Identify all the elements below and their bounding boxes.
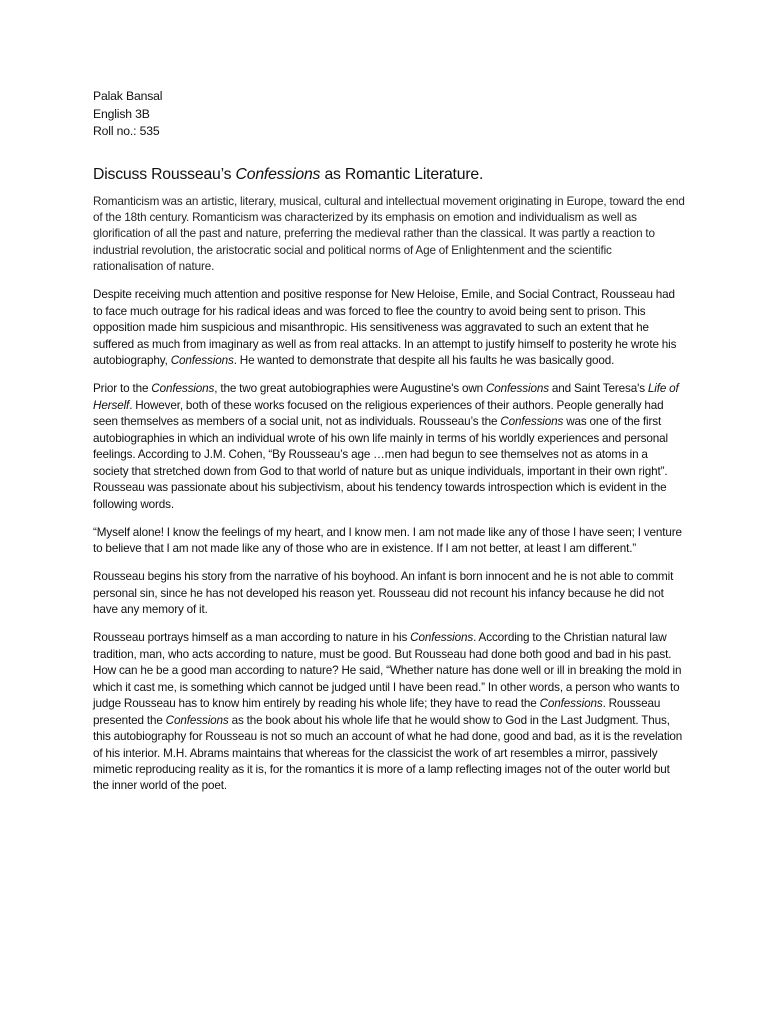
- p2-italic-b: Confessions: [170, 354, 234, 368]
- title-post: as Romantic Literature.: [320, 165, 484, 183]
- p3-italic-d: Confessions: [485, 382, 549, 396]
- title-work: Confessions: [235, 165, 321, 183]
- p6-italic-d: Confessions: [539, 697, 603, 711]
- course-name: English 3B: [93, 106, 150, 121]
- p3-text-g: . However, both of these works focused on the religious experiences of their authors. People generally had seen themselves as members of a social unit, not as individuals. Rousseau’s the: [93, 398, 664, 429]
- p3-text-e: and Saint Teresa's: [548, 382, 648, 396]
- title-pre: Discuss Rousseau’s: [93, 165, 236, 183]
- paragraph-5: Rousseau begins his story from the narrative of his boyhood. An infant is born innocent and he is not able to commit personal sin, since he has not developed his reason yet. Rousseau did not recount his infancy because he did not have any memory of it.: [93, 570, 674, 617]
- author-block: [93, 88, 685, 141]
- essay-title: [93, 165, 685, 185]
- p2-text-a: Despite receiving much attention and positive response for New Heloise, Emile, and Social Contract, Rousseau had to face much outrage for his radical ideas and was forced to flee the country to avoid being sent to prison. This opposition made him suspicious and misanthropic. His sensitiveness was aggravated to such an extent that he suffered as much from imaginary as well as from real attacks. In an attempt to justify himself to posterity he wrote his autobiography,: [93, 288, 677, 368]
- paragraph-2: [93, 287, 685, 369]
- p6-text-e: . Rousseau presented the: [93, 697, 661, 727]
- author-name: Palak Bansal: [93, 89, 163, 103]
- roll-number: Roll no.: 535: [93, 124, 160, 138]
- p3-text-a: Prior to the: [93, 382, 152, 396]
- p3-italic-h: Confessions: [500, 415, 564, 429]
- p3-italic-b: Confessions: [151, 382, 215, 396]
- p3-italic-f: Life of Herself: [93, 382, 679, 412]
- p3-text-i: was one of the first autobiographies in which an individual wrote of his own life mainly in terms of his worldly experiences and personal feelings. According to J.M. Cohen, “By Rousseau’s age …men had begun to see themselves not as atoms in a society that stretched down from God to that world of nature but as unique individuals, important in their own right”. Rousseau was passionate about his subjectivism, about his tendency towards introspection which is evident in the following words.: [93, 415, 668, 511]
- essay: [93, 88, 685, 807]
- p3-text-c: , the two great autobiographies were Augustine's own: [214, 382, 486, 396]
- paragraph-1: Romanticism was an artistic, literary, musical, cultural and intellectual movement originating in Europe, toward the end of the 18th century. Romanticism was characterized by its emphasis on emotion and individualism as well as glorification of all the past and nature, preferring the medieval rather than the classical. It was partly a reaction to industrial revolution, the aristocratic social and political norms of Age of Enlightenment and the scientific rationalisation of nature.: [93, 194, 685, 274]
- p6-text-g: as the book about his whole life that he would show to God in the Last Judgment. Thus, this autobiography for Rousseau is not so much an account of what he had done, good and bad, as it is the revelation of his interior. M.H. Abrams maintains that whereas for the classicist the work of art resembles a mirror, passively mimetic reproducing reality as it is, for the romantics it is more of a lamp reflecting images not of the outer world but the inner world of the poet.: [93, 713, 683, 793]
- p6-text-a: Rousseau portrays himself as a man according to nature in his: [93, 631, 411, 645]
- paragraph-3: [93, 381, 685, 513]
- p6-text-c: . According to the Christian natural law tradition, man, who acts according to nature, must be good. But Rousseau had done both good and bad in his past. How can he be a good man according to nature? He said, “Whether nature has done well or ill in breaking the mold in which it cast me, is something which cannot be judged until I have been read.” In other words, a person who wants to judge Rousseau has to know him entirely by reading his whole life; they have to read the: [93, 631, 682, 711]
- p6-italic-f: Confessions: [165, 713, 229, 727]
- paragraph-6: [93, 630, 685, 795]
- p6-italic-b: Confessions: [410, 631, 474, 645]
- paragraph-4-quote: “Myself alone! I know the feelings of my heart, and I know men. I am not made like any of those I have seen; I venture to believe that I am not made like any of those who are in existence. If I am not better, at least I am different.”: [93, 525, 682, 556]
- p2-text-c: . He wanted to demonstrate that despite all his faults he was basically good.: [233, 354, 615, 368]
